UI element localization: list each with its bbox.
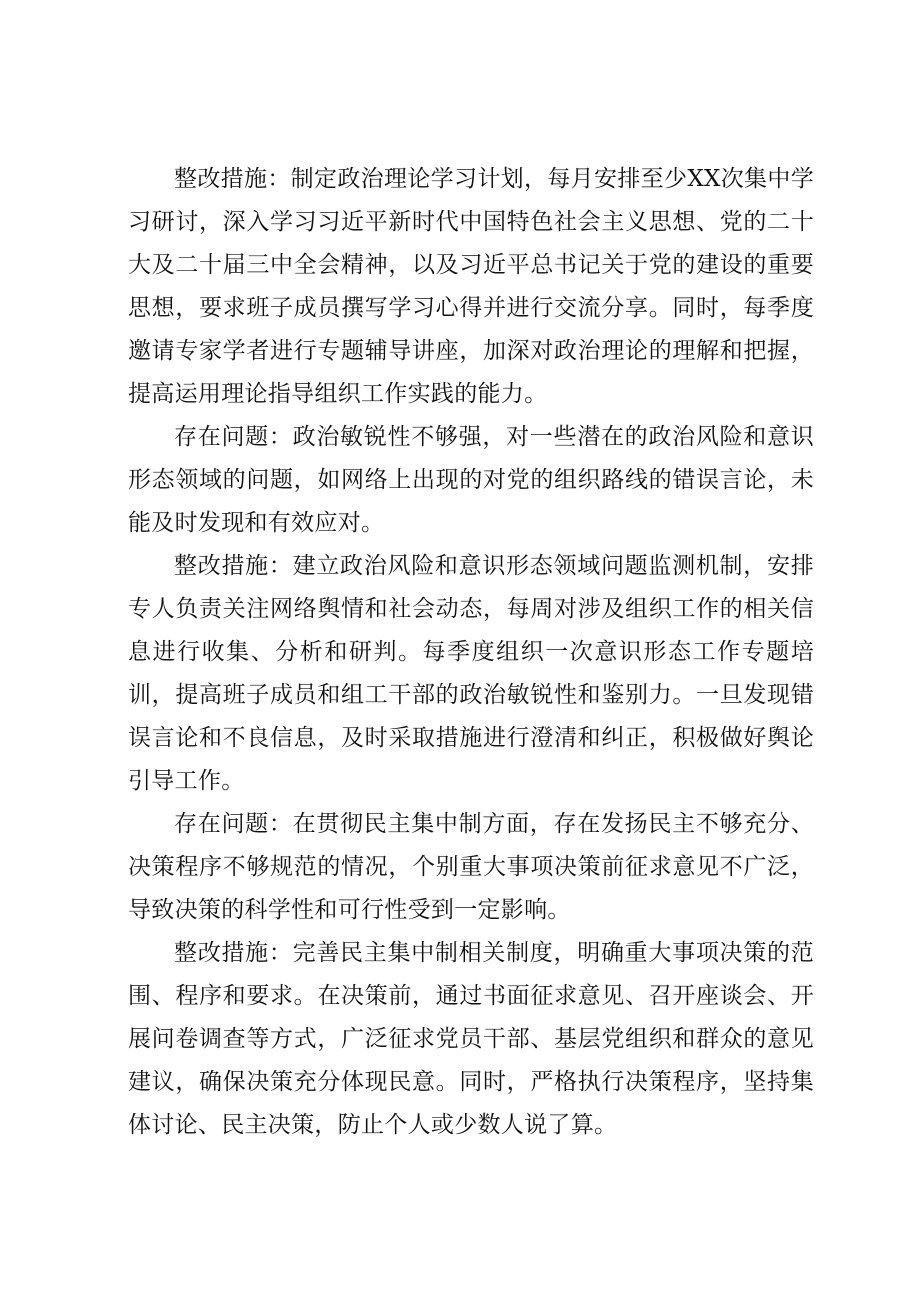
paragraph-measures-2 [128,545,814,803]
document-body [128,158,814,1147]
paragraph-text: 制定政治理论学习计划，每月安排至少XX次集中学习研讨，深入学习习近平新时代中国特色社会主义思想、党的二十大及二十届三中全会精神，以及习近平总书记关于党的建设的重要思想，要求班子成员撰写学习心得并进行交流分享。同时，每季度邀请专家学者进行专题辅导讲座，加深对政治理论的理解和把握，提高运用理论指导组织工作实践的能力。 [128,166,815,407]
paragraph-text: 政治敏锐性不够强，对一些潜在的政治风险和意识形态领域的问题，如网络上出现的对党的组织路线的错误言论，未能及时发现和有效应对。 [128,424,815,536]
paragraph-label: 整改措施： [174,940,293,966]
paragraph-problem-2 [128,803,814,932]
paragraph-text: 完善民主集中制相关制度，明确重大事项决策的范围、程序和要求。在决策前，通过书面征求意见、召开座谈会、开展问卷调查等方式，广泛征求党员干部、基层党组织和群众的意见建议，确保决策充分体现民意。同时，严格执行决策程序，坚持集体讨论、民主决策，防止个人或少数人说了算。 [128,940,815,1138]
paragraph-label: 存在问题： [174,811,293,837]
paragraph-measures-1 [128,158,814,416]
paragraph-text: 建立政治风险和意识形态领域问题监测机制，安排专人负责关注网络舆情和社会动态，每周对涉及组织工作的相关信息进行收集、分析和研判。每季度组织一次意识形态工作专题培训，提高班子成员和组工干部的政治敏锐性和鉴别力。一旦发现错误言论和不良信息，及时采取措施进行澄清和纠正，积极做好舆论引导工作。 [128,553,815,794]
paragraph-label: 整改措施： [174,166,291,192]
paragraph-label: 整改措施： [174,553,293,579]
paragraph-measures-3 [128,932,814,1147]
paragraph-label: 存在问题： [174,424,293,450]
paragraph-text: 在贯彻民主集中制方面，存在发扬民主不够充分、决策程序不够规范的情况，个别重大事项决策前征求意见不广泛，导致决策的科学性和可行性受到一定影响。 [128,811,815,923]
paragraph-problem-1 [128,416,814,545]
